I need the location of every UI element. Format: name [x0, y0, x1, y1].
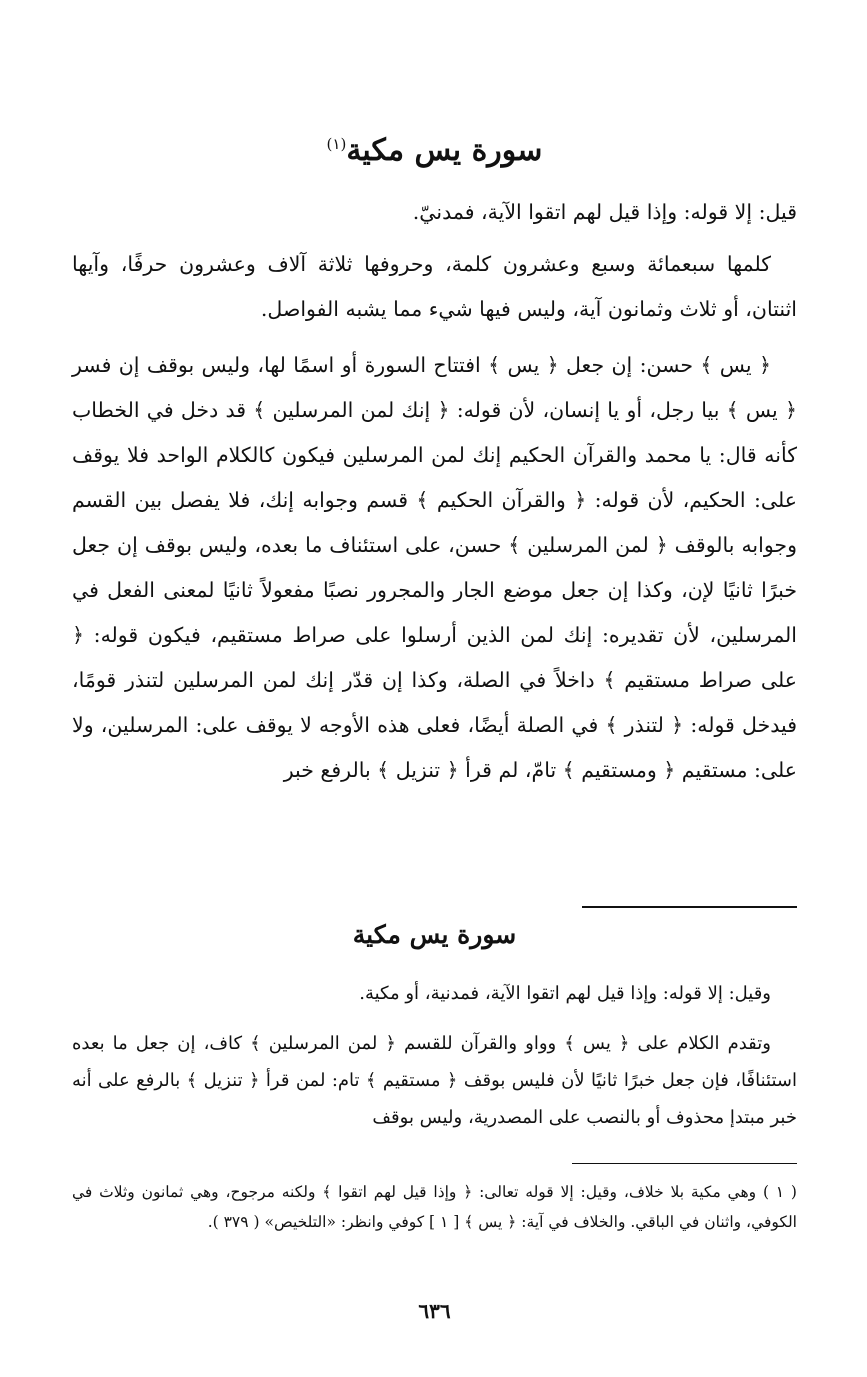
- section2-body: وتقدم الكلام على ﴿ يس ﴾ وواو والقرآن للقسم ﴿ لمن المرسلين ﴾ كاف، إن جعل ما بعده استئنافًا، فإن جعل خبرًا ثانيًا لأن فليس بوقف ﴿ مستقيم ﴾ تام: لمن قرأ ﴿ تنزيل ﴾ بالرفع على أنه خبر مبتدإ محذوف أو بالنصب على المصدرية، وليس بوقف: [72, 1033, 797, 1128]
- surah-title: [72, 122, 797, 173]
- footnote: ( ١ ) وهي مكية بلا خلاف، وقيل: إلا قوله تعالى: ﴿ وإذا قيل لهم اتقوا ﴾ ولكنه مرجوح، وهي ثمانون وثلاث في الكوفي، واثنان في الباقي. والخلاف في آية: ﴿ يس ﴾ [ ١ ] كوفي وانظر: «التلخيص» ( ٣٧٩ ).: [72, 1183, 797, 1231]
- footnote-divider: [572, 1163, 797, 1164]
- page-number: ٦٣٦: [418, 1299, 451, 1323]
- section-divider: [582, 906, 797, 908]
- surah-title-text: سورة يس مكية: [346, 133, 543, 168]
- stats-paragraph: كلمها سبعمائة وسبع وعشرون كلمة، وحروفها ثلاثة آلاف وعشرون حرفًا، وآيها اثنتان، أو ثلاث وثمانون آية، وليس فيها شيء مما يشبه الفواصل.: [72, 252, 797, 321]
- book-page: [72, 0, 797, 1377]
- section2-intro: وقيل: إلا قوله: وإذا قيل لهم اتقوا الآية، فمدنية، أو مكية.: [359, 983, 771, 1004]
- footnote-ref[interactable]: (١): [326, 135, 347, 153]
- section2-title: سورة يس مكية: [352, 920, 517, 949]
- intro-paragraph: قيل: إلا قوله: وإذا قيل لهم اتقوا الآية، فمدنيّ.: [412, 200, 797, 224]
- body-paragraph: ﴿ يس ﴾ حسن: إن جعل ﴿ يس ﴾ افتتاح السورة أو اسمًا لها، وليس بوقف إن فسر ﴿ يس ﴾ بيا رجل، أو يا إنسان، لأن قوله: ﴿ إنك لمن المرسلين ﴾ قد دخل في الخطاب كأنه قال: يا محمد والقرآن الحكيم إنك لمن المرسلين فيكون كالكلام الواحد فلا يوقف على: الحكيم، لأن قوله: ﴿ والقرآن الحكيم ﴾ قسم وجوابه إنك، فلا يفصل بين القسم وجوابه بالوقف ﴿ لمن المرسلين ﴾ حسن، على استئناف ما بعده، وليس بوقف إن جعل خبرًا ثانيًا لإن، وكذا إن جعل موضع الجار والمجرور نصبًا مفعولاً ثانيًا لمعنى الفعل في المرسلين، لأن تقديره: إنك لمن الذين أرسلوا على صراط مستقيم، فيكون قوله: ﴿ على صراط مستقيم ﴾ داخلاً في الصلة، وكذا إن قدّر إنك لمن المرسلين لتنذر قومًا، فيدخل قوله: ﴿ لتنذر ﴾ في الصلة أيضًا، فعلى هذه الأوجه لا يوقف على: المرسلين، ولا على: مستقيم ﴿ ومستقيم ﴾ تامّ، لم قرأ ﴿ تنزيل ﴾ بالرفع خبر: [72, 353, 797, 782]
